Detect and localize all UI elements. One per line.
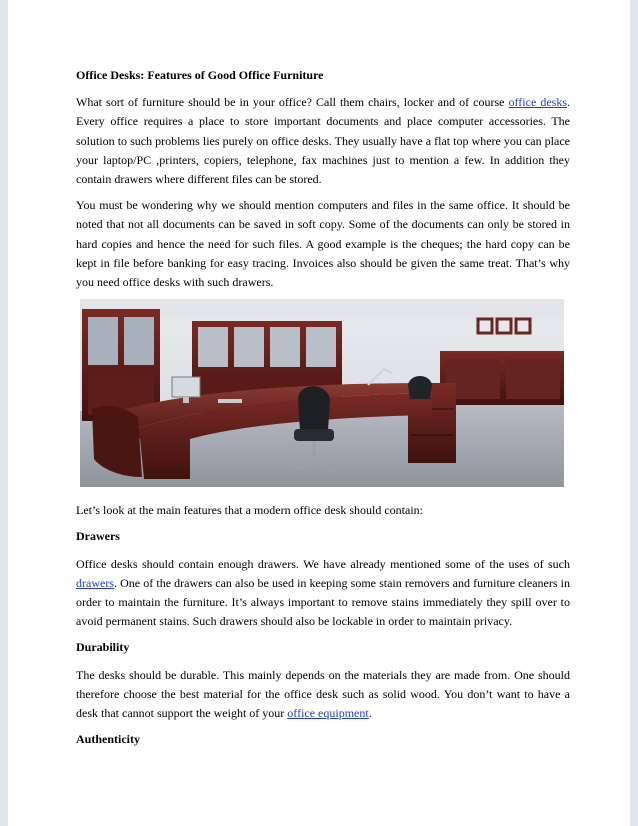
durability-text-end: .	[368, 706, 372, 721]
drawers-link[interactable]: drawers	[76, 575, 114, 590]
drawers-paragraph	[76, 555, 570, 632]
drawers-text-end: . One of the drawers can also be used in keeping some stain removers and furniture cleaners in order to maintain the furniture. It’s always important to remove stains immediately they spill over to avoid permanent stains. Such drawers should also be lockable in order to maintain privacy.	[76, 575, 570, 629]
intro-text-end: . Every office requires a place to store important documents and place computer accessories. The solution to such problems lies purely on office desks. They usually have a flat top where you can place your laptop/PC ,printers, copiers, telephone, fax machines just to mention a few. In addition they contain drawers where different files can be stored.	[76, 95, 570, 187]
drawers-text-start: Office desks should contain enough drawers. We have already mentioned some of the uses of such	[76, 556, 570, 571]
intro-paragraph	[76, 93, 570, 189]
document-title: Office Desks: Features of Good Office Furniture	[76, 68, 324, 82]
office-equipment-link[interactable]: office equipment	[287, 706, 369, 721]
section-heading-drawers: Drawers	[76, 529, 120, 544]
features-lead: Let’s look at the main features that a modern office desk should contain:	[76, 503, 424, 518]
paragraph-2: You must be wondering why we should mention computers and files in the same office. It should be noted that not all documents can be saved in soft copy. Some of the documents can only be stored in hard copies and hence the need for such files. A good example is the cheques; the hard copy can be kept in file before banking for easy tracing. Invoices also should be given the same treat. That’s why you need office desks with such drawers.	[76, 198, 570, 290]
durability-text-start: The desks should be durable. This mainly depends on the materials they are made from. One should therefore choose the best material for the office desk such as solid wood. You don’t want to have a desk that cannot support the weight of your	[76, 667, 570, 721]
document-body	[76, 66, 570, 757]
office-desks-link[interactable]: office desks	[508, 95, 567, 110]
intro-text-start: What sort of furniture should be in your office? Call them chairs, locker and of course	[76, 95, 509, 110]
office-furniture-photo	[80, 299, 564, 487]
durability-paragraph	[76, 666, 570, 724]
document-page	[8, 0, 630, 826]
section-heading-durability: Durability	[76, 640, 130, 655]
section-heading-authenticity: Authenticity	[76, 732, 140, 747]
